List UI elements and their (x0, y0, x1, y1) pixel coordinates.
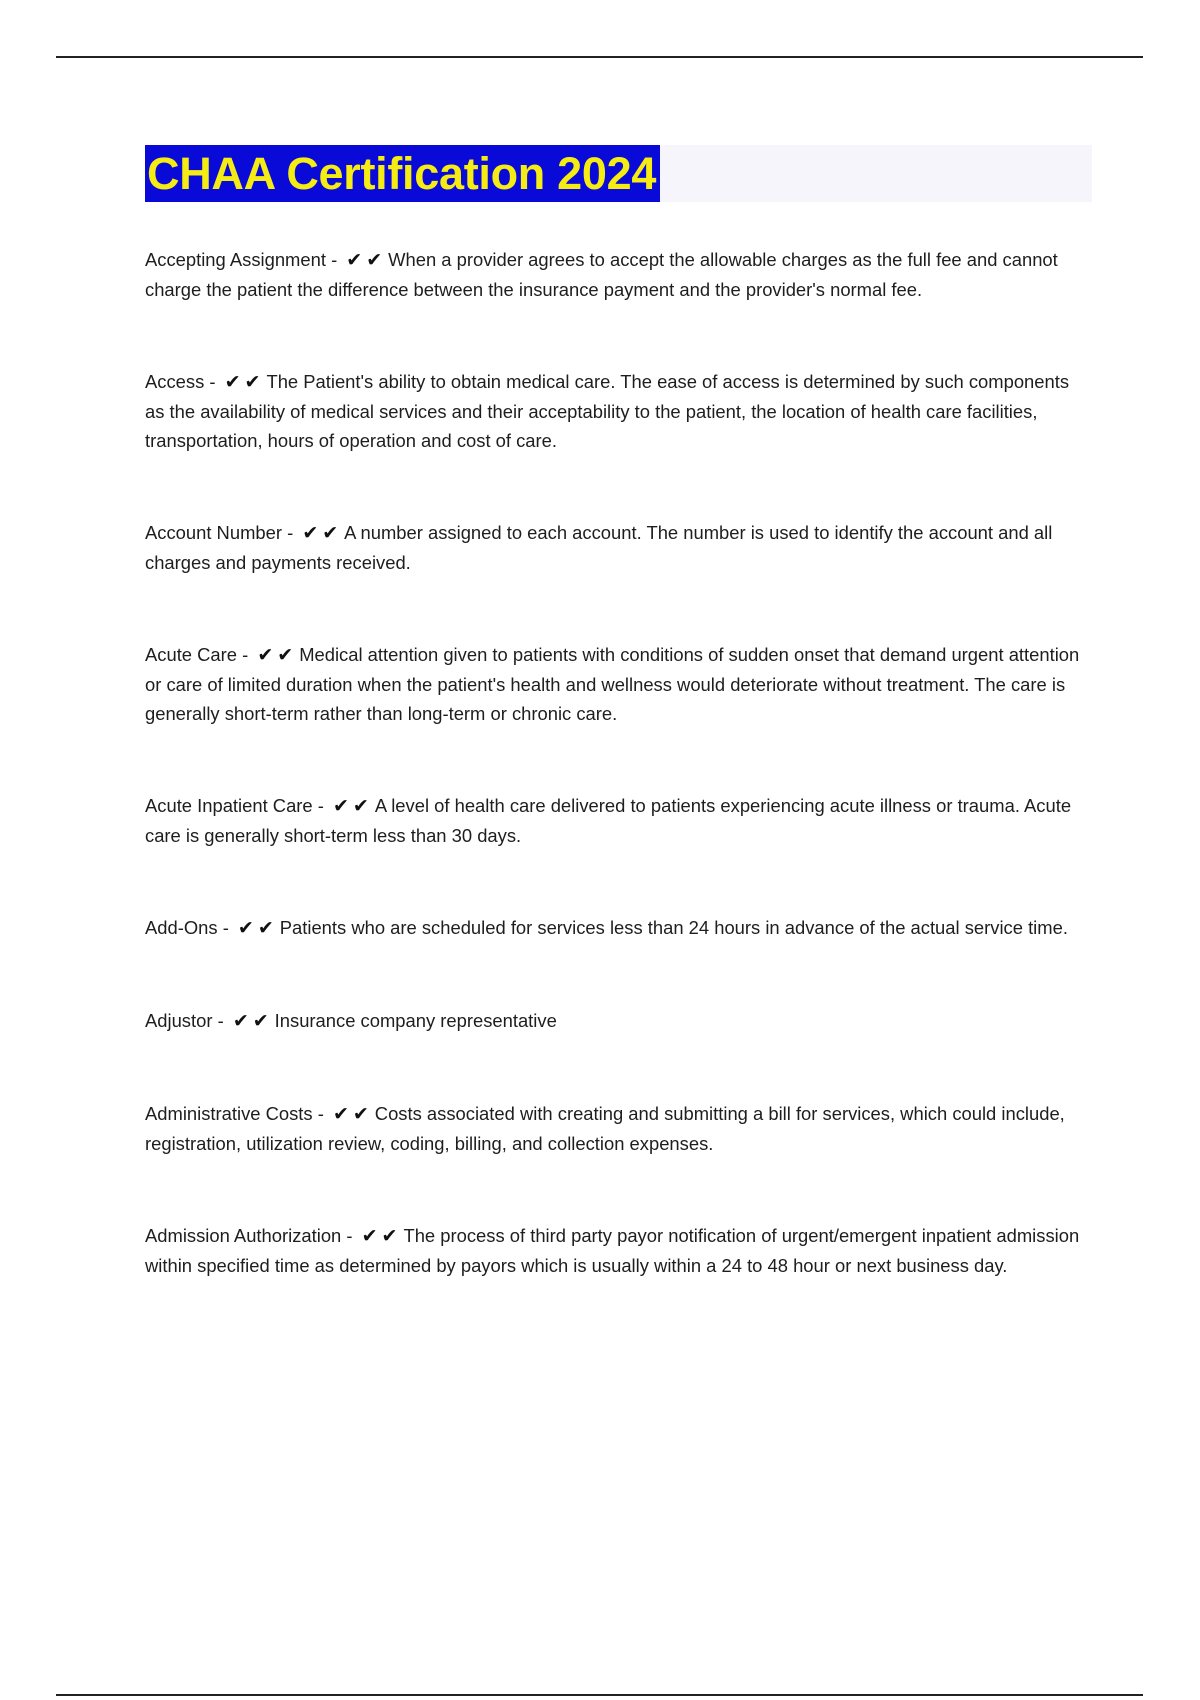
checkmark-icon: ✔✔ (257, 644, 298, 666)
entry-term: Account Number (145, 522, 282, 543)
entry-separator: - (217, 917, 234, 938)
top-rule (56, 56, 1143, 58)
entry-definition: Insurance company representative (274, 1010, 557, 1031)
entry-definition: A level of health care delivered to patients experiencing acute illness or trauma. Acute care is generally short-term less than 30 days. (145, 795, 1072, 846)
entry-separator: - (312, 795, 330, 816)
glossary-entry (145, 913, 1090, 943)
entry-term: Add-Ons (145, 917, 218, 938)
checkmark-icon: ✔✔ (237, 917, 278, 939)
entry-separator: - (281, 522, 299, 543)
entry-separator: - (204, 371, 221, 392)
entry-term: Adjustor (145, 1010, 213, 1031)
glossary-entry (145, 1099, 1090, 1158)
glossary-entry (145, 791, 1090, 850)
entry-separator: - (341, 1225, 358, 1246)
checkmark-icon: ✔✔ (302, 522, 343, 544)
entry-separator: - (325, 249, 343, 270)
entry-separator: - (212, 1010, 229, 1031)
checkmark-icon: ✔✔ (224, 371, 265, 393)
entry-term: Access (145, 371, 205, 392)
checkmark-icon: ✔✔ (361, 1225, 402, 1247)
entry-term: Accepting Assignment (145, 249, 326, 270)
glossary-entry (145, 1006, 1090, 1036)
entry-definition: The process of third party payor notification of urgent/emergent inpatient admission within specified time as determined by payors which is usually within a 24 to 48 hour or next business day. (145, 1225, 1080, 1276)
entry-definition: Patients who are scheduled for services less than 24 hours in advance of the actual service time. (279, 917, 1068, 938)
checkmark-icon: ✔✔ (332, 1103, 373, 1125)
entry-definition: When a provider agrees to accept the allowable charges as the full fee and cannot charge the patient the difference between the insurance payment and the provider's normal fee. (145, 249, 1058, 300)
checkmark-icon: ✔✔ (232, 1010, 273, 1032)
document-title: CHAA Certification 2024 (145, 145, 660, 202)
checkmark-icon: ✔✔ (333, 795, 373, 817)
glossary-entry (145, 640, 1090, 728)
entry-definition: Medical attention given to patients with conditions of sudden onset that demand urgent attention or care of limited duration when the patient's health and wellness would deteriorate without treatment. The care is generally short-term rather than long-term or chronic care. (145, 644, 1080, 724)
entry-definition: A number assigned to each account. The number is used to identify the account and all charges and payments received. (145, 522, 1053, 573)
glossary-entry (145, 518, 1090, 577)
entry-definition: The Patient's ability to obtain medical care. The ease of access is determined by such components as the availability of medical services and their acceptability to the patient, the location of health care facilities, transportation, hours of operation and cost of care. (145, 371, 1070, 451)
entry-separator: - (312, 1103, 329, 1124)
glossary-entry (145, 367, 1090, 455)
entry-term: Acute Care (145, 644, 237, 665)
entry-definition: Costs associated with creating and submitting a bill for services, which could include, registration, utilization review, coding, billing, and collection expenses. (145, 1103, 1065, 1154)
bottom-rule (56, 1694, 1143, 1696)
glossary-list (145, 245, 1090, 1343)
entry-term: Acute Inpatient Care (145, 795, 313, 816)
entry-separator: - (237, 644, 254, 665)
glossary-entry (145, 1221, 1090, 1280)
entry-term: Administrative Costs (145, 1103, 313, 1124)
checkmark-icon: ✔✔ (346, 249, 387, 271)
glossary-entry (145, 245, 1090, 304)
entry-term: Admission Authorization (145, 1225, 342, 1246)
